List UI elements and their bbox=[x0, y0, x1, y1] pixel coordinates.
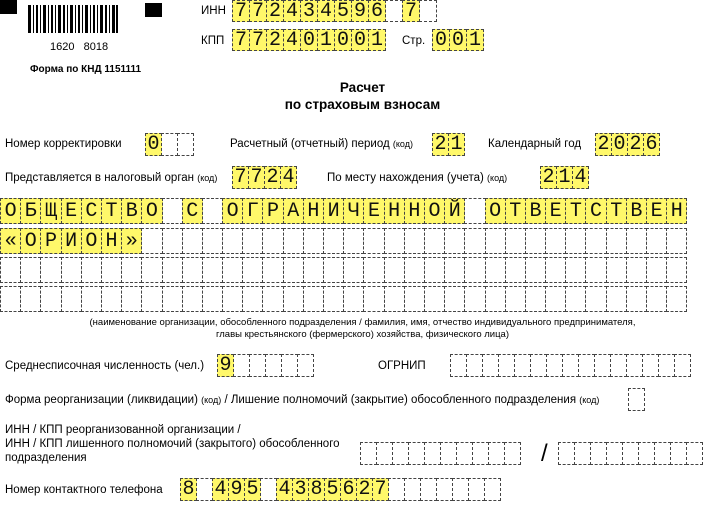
year-label: Календарный год bbox=[488, 138, 582, 150]
ogrnip-label: ОГРНИП bbox=[378, 360, 426, 372]
char-cell[interactable]: Р bbox=[40, 228, 61, 254]
char-cell[interactable]: С bbox=[81, 198, 102, 224]
char-cell[interactable]: Й bbox=[444, 198, 465, 224]
char-cell[interactable] bbox=[626, 228, 647, 254]
char-cell[interactable] bbox=[233, 354, 250, 377]
char-cell[interactable] bbox=[525, 286, 546, 312]
char-cell[interactable]: 4 bbox=[317, 0, 335, 22]
char-cell[interactable] bbox=[101, 257, 122, 283]
char-cell[interactable] bbox=[81, 257, 102, 283]
location-label-text: По месту нахождения (учета) bbox=[327, 172, 484, 184]
page-label: Стр. bbox=[402, 35, 426, 47]
char-cell[interactable] bbox=[265, 354, 282, 377]
char-cell[interactable] bbox=[530, 354, 547, 377]
form-code: Форма по КНД 1151111 bbox=[30, 64, 142, 75]
char-cell[interactable] bbox=[202, 198, 223, 224]
char-cell[interactable]: Н bbox=[101, 228, 122, 254]
char-cell[interactable] bbox=[646, 257, 667, 283]
ogrnip-cells[interactable] bbox=[450, 354, 690, 377]
char-cell[interactable] bbox=[485, 286, 506, 312]
char-cell[interactable]: Щ bbox=[40, 198, 61, 224]
char-cell[interactable] bbox=[424, 228, 445, 254]
char-cell[interactable] bbox=[376, 442, 393, 465]
phone-label: Номер контактного телефона bbox=[5, 484, 163, 496]
char-cell[interactable]: 7 bbox=[249, 0, 267, 22]
char-cell[interactable] bbox=[404, 478, 421, 501]
char-cell[interactable]: Е bbox=[545, 198, 566, 224]
char-cell[interactable] bbox=[638, 442, 655, 465]
char-cell[interactable]: 0 bbox=[300, 29, 318, 51]
char-cell[interactable]: » bbox=[121, 228, 142, 254]
char-cell[interactable]: Н bbox=[384, 198, 405, 224]
char-cell[interactable] bbox=[666, 286, 687, 312]
page-cells[interactable] bbox=[432, 29, 483, 51]
char-cell[interactable] bbox=[670, 442, 687, 465]
year-cells[interactable] bbox=[595, 133, 659, 156]
char-cell[interactable]: 7 bbox=[249, 29, 267, 51]
char-cell[interactable]: О bbox=[222, 198, 243, 224]
char-cell[interactable]: Е bbox=[646, 198, 667, 224]
char-cell[interactable]: Ч bbox=[343, 198, 364, 224]
char-cell[interactable] bbox=[249, 354, 266, 377]
char-cell[interactable]: « bbox=[0, 228, 21, 254]
char-cell[interactable] bbox=[628, 388, 645, 411]
char-cell[interactable] bbox=[40, 286, 61, 312]
char-cell[interactable] bbox=[404, 228, 425, 254]
char-cell[interactable]: 2 bbox=[627, 133, 644, 156]
org-name-caption-1: (наименование организации, обособленного подразделения / фамилия, имя, отчество индивидуального предпринимателя, bbox=[89, 317, 636, 328]
org-name-row-3[interactable] bbox=[0, 257, 686, 283]
char-cell[interactable] bbox=[456, 442, 473, 465]
char-cell[interactable] bbox=[610, 354, 627, 377]
char-cell[interactable] bbox=[565, 257, 586, 283]
registration-marker-left bbox=[0, 0, 17, 14]
char-cell[interactable] bbox=[646, 228, 667, 254]
char-cell[interactable]: 0 bbox=[611, 133, 628, 156]
char-cell[interactable]: 9 bbox=[217, 354, 234, 377]
char-cell[interactable]: 4 bbox=[283, 29, 301, 51]
char-cell[interactable]: 0 bbox=[334, 29, 352, 51]
char-cell[interactable] bbox=[440, 442, 457, 465]
barcode-number: 1620 8018 bbox=[50, 41, 109, 53]
char-cell[interactable] bbox=[485, 257, 506, 283]
char-cell[interactable] bbox=[182, 286, 203, 312]
char-cell[interactable] bbox=[424, 257, 445, 283]
char-cell[interactable] bbox=[222, 228, 243, 254]
period-code-note: (код) bbox=[392, 139, 413, 149]
period-label-text: Расчетный (отчетный) период bbox=[230, 138, 390, 150]
char-cell[interactable]: 6 bbox=[340, 478, 357, 501]
char-cell[interactable] bbox=[606, 257, 627, 283]
inn-kpp-separator: / bbox=[541, 440, 548, 467]
char-cell[interactable] bbox=[558, 442, 575, 465]
char-cell[interactable] bbox=[262, 286, 283, 312]
char-cell[interactable]: 2 bbox=[356, 478, 373, 501]
char-cell[interactable]: Р bbox=[262, 198, 283, 224]
char-cell[interactable]: 6 bbox=[368, 0, 386, 22]
char-cell[interactable] bbox=[385, 0, 403, 22]
char-cell[interactable] bbox=[578, 354, 595, 377]
char-cell[interactable] bbox=[404, 257, 425, 283]
char-cell[interactable] bbox=[444, 257, 465, 283]
char-cell[interactable]: О bbox=[485, 198, 506, 224]
reorg-kpp-cells[interactable] bbox=[558, 442, 702, 465]
char-cell[interactable]: В bbox=[121, 198, 142, 224]
reorg-inn-kpp-label-3: подразделения bbox=[5, 452, 87, 464]
char-cell[interactable]: 1 bbox=[448, 133, 465, 156]
char-cell[interactable]: 4 bbox=[283, 0, 301, 22]
char-cell[interactable] bbox=[363, 228, 384, 254]
char-cell[interactable] bbox=[242, 286, 263, 312]
char-cell[interactable] bbox=[622, 442, 639, 465]
reorg-label-part1: Форма реорганизации (ликвидации) bbox=[5, 394, 198, 406]
registration-marker-right bbox=[145, 3, 162, 17]
char-cell[interactable]: 8 bbox=[308, 478, 325, 501]
char-cell[interactable] bbox=[666, 228, 687, 254]
char-cell[interactable]: 9 bbox=[228, 478, 245, 501]
char-cell[interactable]: Е bbox=[61, 198, 82, 224]
char-cell[interactable]: 0 bbox=[432, 29, 450, 51]
char-cell[interactable] bbox=[61, 257, 82, 283]
tax-authority-cells[interactable] bbox=[232, 166, 296, 189]
char-cell[interactable]: 4 bbox=[212, 478, 229, 501]
char-cell[interactable] bbox=[260, 478, 277, 501]
char-cell[interactable] bbox=[654, 442, 671, 465]
char-cell[interactable]: В bbox=[525, 198, 546, 224]
char-cell[interactable] bbox=[484, 478, 501, 501]
char-cell[interactable] bbox=[61, 286, 82, 312]
char-cell[interactable] bbox=[436, 478, 453, 501]
char-cell[interactable] bbox=[262, 257, 283, 283]
headcount-cells[interactable] bbox=[217, 354, 313, 377]
char-cell[interactable] bbox=[464, 228, 485, 254]
char-cell[interactable] bbox=[303, 228, 324, 254]
char-cell[interactable] bbox=[514, 354, 531, 377]
tax-authority-code-note: (код) bbox=[197, 173, 218, 183]
char-cell[interactable] bbox=[323, 286, 344, 312]
char-cell[interactable] bbox=[525, 228, 546, 254]
char-cell[interactable] bbox=[262, 228, 283, 254]
char-cell[interactable]: С bbox=[182, 198, 203, 224]
char-cell[interactable]: С bbox=[585, 198, 606, 224]
char-cell[interactable]: 0 bbox=[145, 133, 162, 156]
tax-authority-label bbox=[5, 171, 217, 185]
char-cell[interactable]: 7 bbox=[248, 166, 265, 189]
char-cell[interactable] bbox=[420, 478, 437, 501]
char-cell[interactable] bbox=[202, 228, 223, 254]
char-cell[interactable]: 2 bbox=[595, 133, 612, 156]
char-cell[interactable] bbox=[646, 286, 667, 312]
char-cell[interactable] bbox=[281, 354, 298, 377]
char-cell[interactable] bbox=[283, 228, 304, 254]
char-cell[interactable]: Т bbox=[565, 198, 586, 224]
char-cell[interactable] bbox=[505, 286, 526, 312]
char-cell[interactable] bbox=[141, 286, 162, 312]
char-cell[interactable] bbox=[182, 228, 203, 254]
char-cell[interactable]: О bbox=[20, 228, 41, 254]
char-cell[interactable] bbox=[81, 286, 102, 312]
char-cell[interactable] bbox=[141, 228, 162, 254]
char-cell[interactable] bbox=[585, 228, 606, 254]
char-cell[interactable] bbox=[242, 257, 263, 283]
char-cell[interactable] bbox=[343, 228, 364, 254]
org-name-row-4[interactable] bbox=[0, 286, 686, 312]
char-cell[interactable]: 7 bbox=[232, 166, 249, 189]
char-cell[interactable]: Т bbox=[101, 198, 122, 224]
char-cell[interactable]: О bbox=[141, 198, 162, 224]
reorg-label bbox=[5, 393, 599, 407]
char-cell[interactable] bbox=[666, 257, 687, 283]
char-cell[interactable] bbox=[182, 257, 203, 283]
correction-label: Номер корректировки bbox=[5, 138, 122, 150]
tax-authority-label-text: Представляется в налоговый орган bbox=[5, 172, 195, 184]
char-cell[interactable] bbox=[594, 354, 611, 377]
reorg-inn-kpp-label-2: ИНН / КПП лишенного полномочий (закрытого) обособленного bbox=[5, 438, 340, 450]
char-cell[interactable]: 2 bbox=[266, 29, 284, 51]
char-cell[interactable] bbox=[562, 354, 579, 377]
char-cell[interactable] bbox=[388, 478, 405, 501]
location-code-note: (код) bbox=[487, 173, 508, 183]
char-cell[interactable]: 7 bbox=[402, 0, 420, 22]
char-cell[interactable]: 4 bbox=[276, 478, 293, 501]
location-label bbox=[327, 171, 507, 185]
char-cell[interactable]: 5 bbox=[244, 478, 261, 501]
char-cell[interactable] bbox=[121, 286, 142, 312]
char-cell[interactable]: 7 bbox=[372, 478, 389, 501]
char-cell[interactable] bbox=[141, 257, 162, 283]
char-cell[interactable] bbox=[0, 286, 21, 312]
char-cell[interactable] bbox=[498, 354, 515, 377]
char-cell[interactable] bbox=[121, 257, 142, 283]
char-cell[interactable] bbox=[283, 286, 304, 312]
char-cell[interactable] bbox=[384, 286, 405, 312]
char-cell[interactable] bbox=[162, 228, 183, 254]
char-cell[interactable]: Н bbox=[404, 198, 425, 224]
char-cell[interactable]: О bbox=[424, 198, 445, 224]
char-cell[interactable] bbox=[162, 257, 183, 283]
char-cell[interactable]: Б bbox=[20, 198, 41, 224]
char-cell[interactable] bbox=[574, 442, 591, 465]
char-cell[interactable] bbox=[20, 257, 41, 283]
char-cell[interactable] bbox=[162, 198, 183, 224]
char-cell[interactable] bbox=[419, 0, 437, 22]
char-cell[interactable]: 2 bbox=[266, 0, 284, 22]
char-cell[interactable] bbox=[161, 133, 178, 156]
char-cell[interactable] bbox=[162, 286, 183, 312]
char-cell[interactable]: 2 bbox=[264, 166, 281, 189]
char-cell[interactable] bbox=[444, 286, 465, 312]
char-cell[interactable]: 5 bbox=[334, 0, 352, 22]
char-cell[interactable]: Н bbox=[303, 198, 324, 224]
char-cell[interactable] bbox=[565, 228, 586, 254]
headcount-label: Среднесписочная численность (чел.) bbox=[5, 360, 205, 372]
char-cell[interactable] bbox=[464, 286, 485, 312]
reorg-cells[interactable] bbox=[628, 388, 644, 411]
char-cell[interactable] bbox=[40, 257, 61, 283]
char-cell[interactable] bbox=[590, 442, 607, 465]
char-cell[interactable]: Т bbox=[606, 198, 627, 224]
char-cell[interactable] bbox=[343, 286, 364, 312]
char-cell[interactable] bbox=[242, 228, 263, 254]
char-cell[interactable]: Н bbox=[666, 198, 687, 224]
char-cell[interactable] bbox=[222, 286, 243, 312]
char-cell[interactable] bbox=[408, 442, 425, 465]
char-cell[interactable] bbox=[686, 442, 703, 465]
char-cell[interactable]: И bbox=[323, 198, 344, 224]
reorg-inn-cells[interactable] bbox=[360, 442, 520, 465]
char-cell[interactable] bbox=[606, 228, 627, 254]
char-cell[interactable] bbox=[424, 286, 445, 312]
char-cell[interactable]: 0 bbox=[449, 29, 467, 51]
char-cell[interactable] bbox=[363, 286, 384, 312]
location-cells[interactable] bbox=[540, 166, 588, 189]
char-cell[interactable] bbox=[606, 286, 627, 312]
char-cell[interactable] bbox=[384, 228, 405, 254]
page-title: Расчет bbox=[339, 80, 386, 95]
char-cell[interactable]: 3 bbox=[300, 0, 318, 22]
char-cell[interactable]: 1 bbox=[466, 29, 484, 51]
page-subtitle: по страховым взносам bbox=[284, 97, 441, 112]
char-cell[interactable]: 8 bbox=[180, 478, 197, 501]
char-cell[interactable] bbox=[444, 228, 465, 254]
char-cell[interactable] bbox=[546, 354, 563, 377]
char-cell[interactable] bbox=[472, 442, 489, 465]
char-cell[interactable]: Г bbox=[242, 198, 263, 224]
char-cell[interactable] bbox=[303, 286, 324, 312]
char-cell[interactable]: 9 bbox=[351, 0, 369, 22]
char-cell[interactable]: 7 bbox=[232, 29, 250, 51]
char-cell[interactable]: 1 bbox=[556, 166, 573, 189]
char-cell[interactable] bbox=[297, 354, 314, 377]
char-cell[interactable] bbox=[424, 442, 441, 465]
kpp-label: КПП bbox=[201, 35, 225, 47]
correction-cells[interactable] bbox=[145, 133, 193, 156]
period-label bbox=[230, 137, 413, 151]
reorg-label-part2: / Лишение полномочий (закрытие) обособленного подразделения bbox=[224, 394, 577, 406]
char-cell[interactable] bbox=[323, 257, 344, 283]
org-name-row-1[interactable] bbox=[0, 198, 686, 224]
char-cell[interactable] bbox=[642, 354, 659, 377]
char-cell[interactable]: О bbox=[0, 198, 21, 224]
char-cell[interactable] bbox=[450, 354, 467, 377]
char-cell[interactable]: 5 bbox=[324, 478, 341, 501]
char-cell[interactable] bbox=[202, 286, 223, 312]
char-cell[interactable]: А bbox=[283, 198, 304, 224]
char-cell[interactable] bbox=[196, 478, 213, 501]
char-cell[interactable]: И bbox=[61, 228, 82, 254]
char-cell[interactable] bbox=[303, 257, 324, 283]
char-cell[interactable] bbox=[464, 257, 485, 283]
char-cell[interactable]: 4 bbox=[280, 166, 297, 189]
char-cell[interactable]: Е bbox=[363, 198, 384, 224]
char-cell[interactable] bbox=[488, 442, 505, 465]
org-name-row-2[interactable] bbox=[0, 228, 686, 254]
org-name-caption-2: главы крестьянского (фермерского) хозяйства, физического лица) bbox=[216, 329, 509, 340]
char-cell[interactable] bbox=[626, 257, 647, 283]
reorg-code-note-2: (код) bbox=[579, 395, 600, 405]
phone-cells[interactable] bbox=[180, 478, 500, 501]
char-cell[interactable] bbox=[485, 228, 506, 254]
reorg-inn-kpp-label-1: ИНН / КПП реорганизованной организации / bbox=[5, 424, 241, 436]
char-cell[interactable] bbox=[504, 442, 521, 465]
char-cell[interactable] bbox=[222, 257, 243, 283]
char-cell[interactable] bbox=[101, 286, 122, 312]
char-cell[interactable] bbox=[202, 257, 223, 283]
char-cell[interactable] bbox=[505, 257, 526, 283]
char-cell[interactable] bbox=[482, 354, 499, 377]
char-cell[interactable]: 1 bbox=[317, 29, 335, 51]
char-cell[interactable] bbox=[585, 257, 606, 283]
char-cell[interactable] bbox=[384, 257, 405, 283]
char-cell[interactable] bbox=[674, 354, 691, 377]
char-cell[interactable]: О bbox=[81, 228, 102, 254]
char-cell[interactable]: 2 bbox=[540, 166, 557, 189]
char-cell[interactable] bbox=[565, 286, 586, 312]
char-cell[interactable] bbox=[323, 228, 344, 254]
char-cell[interactable] bbox=[545, 286, 566, 312]
kpp-cells[interactable] bbox=[232, 29, 385, 51]
period-cells[interactable] bbox=[432, 133, 464, 156]
char-cell[interactable] bbox=[545, 257, 566, 283]
char-cell[interactable] bbox=[452, 478, 469, 501]
char-cell[interactable]: 4 bbox=[572, 166, 589, 189]
char-cell[interactable] bbox=[606, 442, 623, 465]
char-cell[interactable] bbox=[20, 286, 41, 312]
char-cell[interactable]: В bbox=[626, 198, 647, 224]
char-cell[interactable] bbox=[626, 286, 647, 312]
char-cell[interactable]: 1 bbox=[368, 29, 386, 51]
char-cell[interactable] bbox=[363, 257, 384, 283]
char-cell[interactable]: Т bbox=[505, 198, 526, 224]
inn-cells[interactable] bbox=[232, 0, 436, 22]
char-cell[interactable]: 3 bbox=[292, 478, 309, 501]
char-cell[interactable] bbox=[177, 133, 194, 156]
char-cell[interactable] bbox=[525, 257, 546, 283]
char-cell[interactable] bbox=[404, 286, 425, 312]
char-cell[interactable] bbox=[464, 198, 485, 224]
char-cell[interactable] bbox=[466, 354, 483, 377]
char-cell[interactable]: 0 bbox=[351, 29, 369, 51]
char-cell[interactable] bbox=[360, 442, 377, 465]
char-cell[interactable] bbox=[585, 286, 606, 312]
char-cell[interactable] bbox=[505, 228, 526, 254]
inn-label: ИНН bbox=[201, 5, 226, 17]
reorg-code-note-1: (код) bbox=[201, 395, 222, 405]
barcode-icon bbox=[28, 5, 118, 41]
char-cell[interactable] bbox=[343, 257, 364, 283]
char-cell[interactable] bbox=[283, 257, 304, 283]
char-cell[interactable]: 7 bbox=[232, 0, 250, 22]
char-cell[interactable]: 2 bbox=[432, 133, 449, 156]
char-cell[interactable] bbox=[468, 478, 485, 501]
char-cell[interactable] bbox=[392, 442, 409, 465]
char-cell[interactable] bbox=[626, 354, 643, 377]
char-cell[interactable] bbox=[0, 257, 21, 283]
char-cell[interactable]: 6 bbox=[643, 133, 660, 156]
char-cell[interactable] bbox=[545, 228, 566, 254]
char-cell[interactable] bbox=[658, 354, 675, 377]
